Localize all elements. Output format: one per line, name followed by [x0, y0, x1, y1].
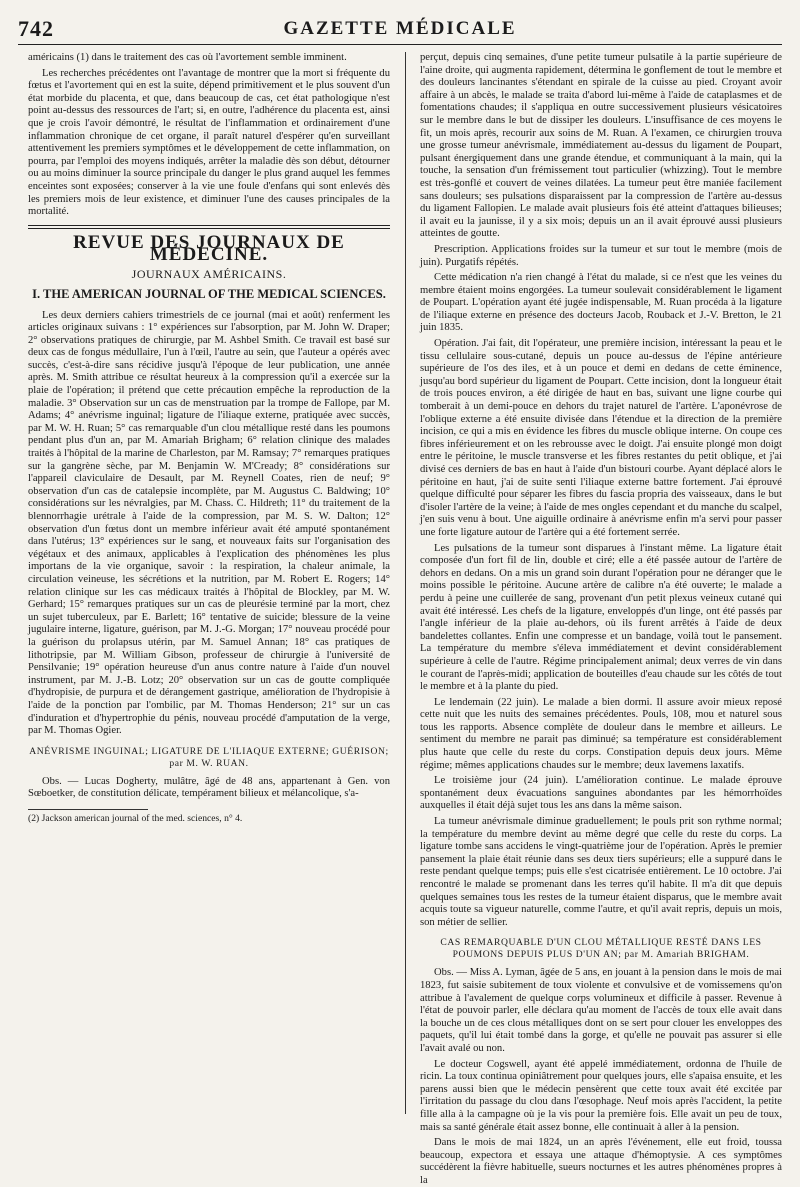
right-column — [420, 52, 782, 1186]
case-title: ANÉVRISME INGUINAL; LIGATURE DE L'ILIAQUE EXTERNE; GUÉRISON; par M. W. RUAN. — [29, 745, 389, 769]
paragraph: Les pulsations de la tumeur sont disparues à l'instant même. La ligature était composée d'un fort fil de lin, double et ciré; elle a été passée autour de l'artère de dehors en dedans. On a mis un grand soin durant l'opération pour ne déranger que le moins possible le péritoine. Aucune artère de calibre n'a été ouverte; le malade a perdu à peine une cuillerée de sang, provenant d'un petit plexus veineux cutané qui avait été intéressé. Les chefs de la ligature, enveloppés d'un linge, ont été passés par l'angle inférieur de la plaie au-dehors, où ils furent arrêtés à l'aide de deux bandelettes collantes. Enfin une compresse et un bandage, voilà tout le pansement. La température du membre s'éleva immédiatement et devint considérablement supérieure à celle de l'autre. Régime principalement animal; deux verres de vin dans le courant de l'après-midi; application de bouteilles d'eau chaude sur les côtés de tout le membre et à la plante du pied. — [420, 542, 782, 693]
left-column — [28, 52, 390, 1114]
paragraph: Obs. — Miss A. Lyman, âgée de 5 ans, en jouant à la pension dans le mois de mai 1823, fut saisie subitement de toux violente et convulsive et de vomissemens qu'on attribue à l'avalement de quelque corps volumineux et difficile à passer. Revenue à l'état de pouvoir parler, elle déclara qu'au moment de l'accès de toux elle avait dans la bouche un de ces clous métalliques dont on se sert pour clouer les enveloppes des paquets, qu'il lui était tombé dans la gorge, et qu'elle ne pouvait pas assurer si elle l'avait avalé ou non. — [420, 967, 782, 1054]
paragraph: Les deux derniers cahiers trimestriels de ce journal (mai et août) renferment les articles originaux suivans : 1° expériences sur l'absorption, par M. John W. Draper; 2° observations pratiques de chirurgie, par M. Ashbel Smith. Ce travail est basé sur deux cas de fongus médullaire, l'un à l'œil, l'autre au sein, que l'auteur a opérés avec succès, c'est-à-dire sans récidive jusqu'à l'époque de leur publication, une année après. M. Smith attribue ce résultat heureux à la compression qu'il a exercée sur la plaie de l'opération; il prétend que cette précaution empêche la reproduction de la maladie. 3° Observation sur un cas de menstruation par la trompe de Fallope, par M. Adams; 4° anévrisme inguinal; ligature de l'iliaque externe, pratiquée avec succès, par M. W. H. Ruan; 5° cas remarquable d'un clou métallique resté dans les poumons pendant plus d'un an, par M. Amariah Brigham; 6° relation clinique des malades traités à l'hôpital de la marine de Charleston, par M. Ramsay; 7° remarques pratiques sur la gangrène sèche, par M. Benjamin W. M'Cready; 8° considérations sur l'appareil claviculaire de Desault, par M. Reynell Coates, rien de neuf; 9° observation d'un cas de catalepsie incomplète, par M. Augustus C. Baldwing; 10° considérations sur les névralgies, par M. Chass. C. Hildreth; 11° du traitement de la blennorrhagie urétrale à l'aide de la compression, par M. S. W. Dalton; 12° observation d'un fœtus dont un membre inférieur avait été amputé spontanément dans l'utérus; 13° expériences sur le sang, et nouveaux faits sur l'organisation des végétaux et des animaux, applicables à l'explication des phénomènes les plus importans de la vie organique, savoir : la respiration, la chaleur animale, la circulation veineuse, les sécrétions et la nutrition, par M. Robert E. Rogers; 14° relation clinique sur les cas médicaux traités à l'hôpital de Blockley, par M. W. Gerhard; 15° remarques pratiques sur un cas de pleurésie terminé par la mort, chez un sujet tuberculeux, par E. Barlett; 16° tentative de suicide; blessure de la veine jugulaire interne, ligature, guérison, par M. J.-G. Morgan; 17° nouveau procédé pour la guérison du prolapsus utérin, par M. Samuel Annan; 18° cas pratiques de lithotripsie, par M. William Gibson, professeur de chirurgie à l'université de Pensilvanie; 19° opération heureuse d'un anus contre nature à l'aide d'un nouvel instrument, par M. J.-B. Lotz; 20° observation sur un cas de goutte compliquée d'hydropisie, de purpura et de dérangement gastrique, amélioration de l'hydropisie à l'aide de la ponction par l'ombilic, par M. Thomas Henderson; 21° sur un cas d'induration et d'hypertrophie du pénis, nouveau procédé d'amputation de la verge, par M. Thomas Ogier. — [28, 309, 390, 737]
case-title: CAS REMARQUABLE D'UN CLOU MÉTALLIQUE RESTÉ DANS LES POUMONS DEPUIS PLUS D'UN AN; par M. Amariah BRIGHAM. — [440, 937, 762, 961]
article-title: I. THE AMERICAN JOURNAL OF THE MEDICAL SCIENCES. — [32, 286, 386, 301]
paragraph: Le lendemain (22 juin). Le malade a bien dormi. Il assure avoir mieux reposé cette nuit que les nuits des semaines précédentes. Pouls, 108, mou et naturel sous tous les rapports. Absence complète de douleur dans le membre et ailleurs. Le sentiment du membre ne parait pas diminué; sa température est considérablement plus haute que celle du reste du corps. Constipation depuis deux jours. Même régime; mêmes applications chaudes sur le membre; deux lavemens laxatifs. — [420, 696, 782, 771]
paragraph: Dans le mois de mai 1824, un an après l'événement, elle eut froid, toussa beaucoup, expectora et essaya une attaque d'hémoptysie. A ces symptômes succédèrent la fièvre habituelle, sueurs nocturnes et les autres phénomènes propres à la — [420, 1137, 782, 1186]
paragraph: Opération. J'ai fait, dit l'opérateur, une première incision, intéressant la peau et le tissu cellulaire sous-cutané, depuis un pouce au-dessus de l'épine antérieure supérieure de l'os des iles, et à un pouce et demi en dedans de cette éminence, jusqu'au bord supérieur du ligament de Poupart. Cette incision, dont la longueur était de trois pouces environ, a été dirigée de haut en bas, suivant une ligne courbe qui tomberait à un demi-pouce en dehors du trajet naturel de l'artère. L'aponévrose de l'oblique externe a été ensuite divisée dans l'étendue et la direction de la première incision, ce qui a mis en évidence les fibres du muscle oblique interne. On coupe ces fibres inférieurement et on les rebrousse avec le doigt. J'ai ensuite plongé mon doigt entre le péritoine, le muscle transverse et les fibres restantes du petit oblique, et j'ai divisé ces derniers de bas en haut à l'aide d'un bistouri courbe. Ayant déplacé alors le péritoine en haut, j'ai de suite senti l'iliaque externe battre fortement. J'ai éprouvé quelque difficulté pour séparer les fibres du fascia propria des vaisseaux, dans le but d'isoler l'artère de la veine; à l'aide de mes ongles cependant et du manche du scalpel, j'en suis venu à bout. Une aiguille ordinaire à anévrisme enfin m'a servi pour passer une forte ligature autour de l'artère qui a été fortement serrée. — [420, 338, 782, 538]
subsection-title: JOURNAUX AMÉRICAINS. — [131, 266, 287, 281]
paragraph: Cette médication n'a rien changé à l'état du malade, si ce n'est que les veines du membre étaient moins engorgées. La tumeur soulevait considérablement le ligament de Poupart. L'opération ayant été jugée indispensable, M. Ruan procéda à la ligature de l'iliaque externe en présence des docteurs Jacob, Rouback et J.-V. Bretton, le 21 juin 1835. — [420, 272, 782, 334]
column-divider — [405, 52, 406, 1114]
paragraph: La tumeur anévrismale diminue graduellement; le pouls prit son rythme normal; la température du membre devint au même degré que celle du reste du corps. La ligature tombe sans accidens le vingt-quatrième jour de l'opération. Après le premier pansement la plaie était réunie dans ses deux tiers supérieurs; elle a suppuré dans le reste pendant quelque temps; puis elle s'est cicatrisée entièrement. Le 10 octobre. J'ai rencontré le malade se promenant dans les terres qu'il habite. Il m'a dit que depuis quelques semaines tous les restes de la tumeur étaient disparus, que le membre avait acquis toute sa vigueur naturelle, comme l'autre, et qu'il avait repris, depuis un mois, son métier de sellier. — [420, 816, 782, 928]
paragraph: Obs. — Lucas Dogherty, mulâtre, âgé de 48 ans, appartenant à Gen. von Sœboetker, de constitution délicate, tempérament bilieux et mélancolique, s'a- — [28, 775, 390, 800]
footnote: (2) Jackson american journal of the med. sciences, n° 4. — [28, 812, 243, 824]
section-title: REVUE DES JOURNAUX DE MÉDECINE. — [73, 231, 345, 266]
paragraph: américains (1) dans le traitement des cas où l'avortement semble imminent. — [28, 52, 347, 63]
journal-title: GAZETTE MÉDICALE — [283, 18, 517, 39]
page-header — [18, 14, 782, 45]
footnote-rule — [28, 809, 148, 810]
paragraph: Le troisième jour (24 juin). L'amélioration continue. Le malade éprouve spontanément deux évacuations sanguines abondantes par les hémorrhoïdes auxquelles il était déjà sujet tous les ans dans la même saison. — [420, 775, 782, 812]
section-divider — [28, 225, 390, 229]
paragraph: Les recherches précédentes ont l'avantage de montrer que la mort si fréquente du fœtus et l'avortement qui en est la suite, dépend primitivement et le plus souvent d'un état morbide du placenta, et que, dans beaucoup de cas, cet état pathologique n'est point au-dessus des ressources de l'art; si, en outre, l'adhérence du placenta est, ainsi que je crois l'avoir démontré, le résultat de l'inflammation et ordinairement d'une inflammation chronique de cet organe, il paraît naturel d'espérer qu'en surveillant attentivement les premiers symptômes et le développement de cette inflammation, on pourra, par l'emploi des moyens indiqués, arrêter la maladie dès son début, détourner ou au moins diminuer la source principale du danger le plus grand auquel les femmes enceintes sont exposées; conserver à la vie une foule d'enfans qui sont enlevés dès les premiers mois de leur existence, et diminuer l'une des causes principales de la mortalité. — [28, 67, 390, 218]
paragraph: Prescription. Applications froides sur la tumeur et sur tout le membre (mois de juin). Purgatifs répétés. — [420, 243, 782, 268]
page-number: 742 — [18, 16, 54, 41]
paragraph: perçut, depuis cinq semaines, d'une petite tumeur pulsatile à la partie supérieure de l'aine droite, qui augmenta rapidement, détermina le gonflement de tout le membre et des douleurs lancinantes s'étendant en spirale de la cuisse au pied. Croyant avoir affaire à un abcès, le malade se traita d'abord lui-même à l'aide de cataplasmes et de fomentations chaudes; il s'appliqua en outre successivement plusieurs vésicatoires sur le membre dans le but de dissiper les douleurs. L'insuffisance de ces moyens le fit, un mois après, recourir aux soins de M. Ruan. A l'examen, ce chirurgien trouva une grosse tumeur anévrismale, immédiatement au-dessus du ligament de Poupart, pulsant énergiquement dans une grande étendue, et communiquant à la main, qui la touche, la sensation d'un frémissement tout particulier (whizzing). Tout le membre est très-gonflé et couvert de veines dilatées. La tumeur peut être maniée facilement sans douleurs; ses pulsations disparaissent par la compression de l'artère au-dessus du ligament Fallopien. Le malade avait plusieurs fois été atteint d'attaques bilieuses; il avait eu la jaunisse, il y a six mois; depuis un an il avait éprouvé aussi plusieurs atteintes de goutte. — [420, 52, 782, 240]
paragraph: Le docteur Cogswell, ayant été appelé immédiatement, ordonna de l'huile de ricin. La toux continua opiniâtrement pour quelques jours, elle s'apaisa ensuite, et les parens aussi bien que le médecin pensèrent que cette toux avait été excitée par l'irritation du passage du clou dans l'œsophage. Neuf mois après l'accident, la petite fille alla à la campagne où je la vis pour la première fois. Elle avait un peu de toux, mais sa santé générale était assez bonne, elle continuait à aller à la pension. — [420, 1058, 782, 1133]
